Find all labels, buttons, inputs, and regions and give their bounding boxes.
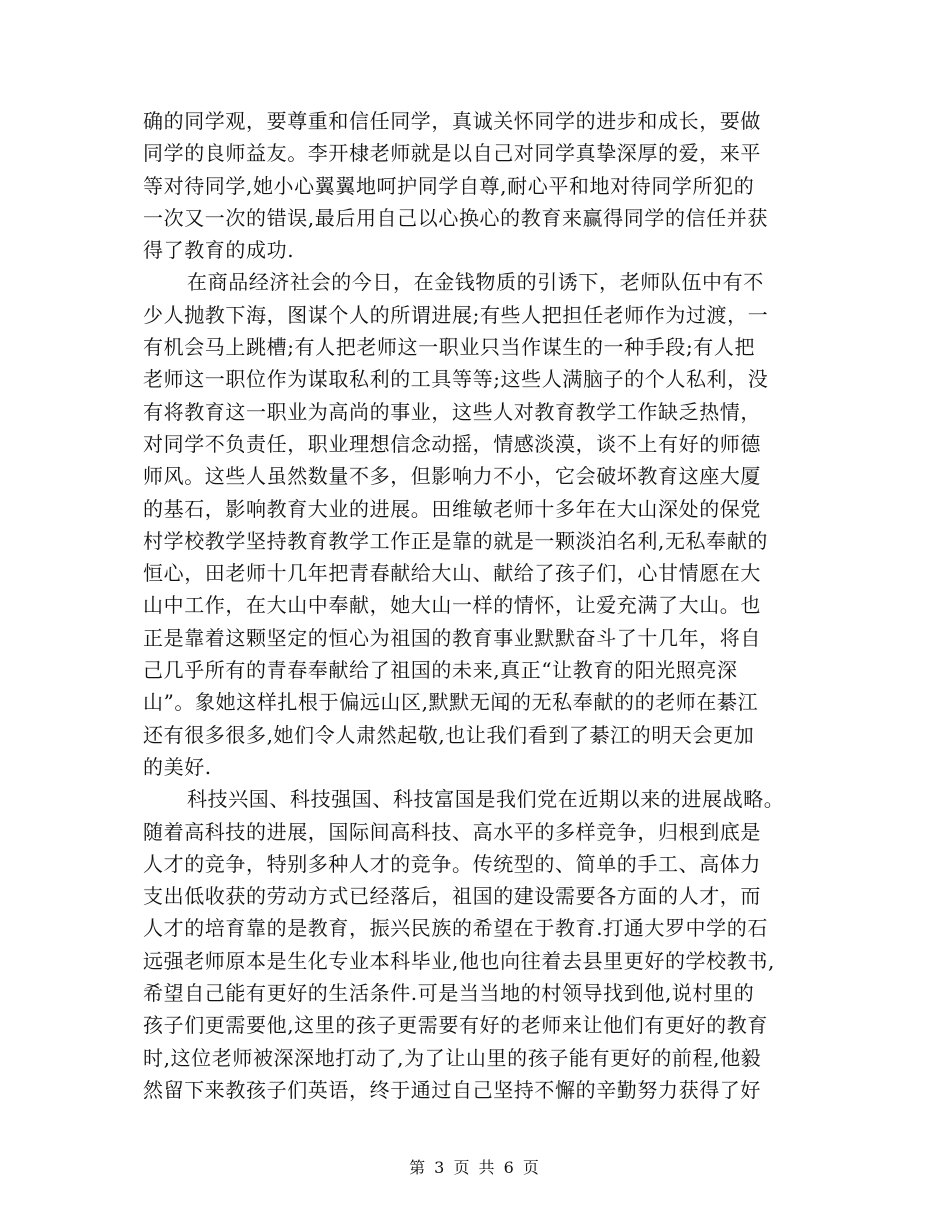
text-line: 师风。这些人虽然数量不多，但影响力不小，它会破坏教育这座大厦 (143, 464, 761, 489)
text-line: 人才的培育靠的是教育，振兴民族的希望在于教育.打通大罗中学的石 (143, 916, 768, 941)
text-line: 随着高科技的进展，国际间高科技、高水平的多样竞争，归根到底是 (143, 819, 761, 844)
page-number-footer: 第 3 页 共 6 页 (409, 1158, 541, 1177)
text-line: 确的同学观，要尊重和信任同学，真诚关怀同学的进步和成长，要做 (143, 109, 761, 133)
text-line: 己几乎所有的青春奉献给了祖国的未来,真正“让教育的阳光照亮深 (143, 658, 738, 683)
text-line: 村学校教学坚持教育教学工作正是靠的就是一颗淡泊名利,无私奉献的 (143, 528, 768, 553)
text-line: 少人抛教下海，图谋个人的所谓进展;有些人把担任老师作为过渡，一 (143, 302, 769, 327)
text-line: 远强老师原本是生化专业本科毕业,他也向往着去县里更好的学校教书, (143, 948, 775, 973)
text-line: 正是靠着这颗坚定的恒心为祖国的教育事业默默奋斗了十几年，将自 (143, 625, 761, 650)
text-line: 对同学不负责任，职业理想信念动摇，情感淡漠，谈不上有好的师德 (143, 431, 761, 456)
text-line: 时,这位老师被深深地打动了,为了让山里的孩子能有更好的前程,他毅 (143, 1045, 762, 1070)
text-line: 支出低收获的劳动方式已经落后，祖国的建设需要各方面的人才，而 (143, 884, 761, 909)
text-line: 恒心，田老师十几年把青春献给大山、献给了孩子们，心甘情愿在大 (143, 561, 761, 586)
text-line: 人才的竞争，特别多种人才的竞争。传统型的、简单的手工、高体力 (143, 851, 761, 876)
text-line: 的基石，影响教育大业的进展。田维敏老师十多年在大山深处的保党 (143, 496, 761, 521)
text-line: 得了教育的成功. (143, 238, 295, 263)
text-line: 的美好. (143, 754, 212, 779)
text-line: 还有很多很多,她们令人肃然起敬,也让我们看到了綦江的明天会更加 (143, 722, 755, 747)
text-line: 等对待同学,她小心翼翼地呵护同学自尊,耐心平和地对待同学所犯的 (143, 173, 755, 198)
text-line: 同学的良师益友。李开棣老师就是以自己对同学真挚深厚的爱，来平 (143, 141, 761, 166)
body-text (143, 105, 811, 1106)
text-line: 山”。象她这样扎根于偏远山区,默默无闻的无私奉献的的老师在綦江 (143, 690, 759, 715)
text-line: 山中工作，在大山中奉献，她大山一样的情怀，让爱充满了大山。也 (143, 593, 761, 618)
text-line: 然留下来教孩子们英语，终于通过自己坚持不懈的辛勤努力获得了好 (143, 1077, 761, 1102)
text-line: 孩子们更需要他,这里的孩子更需要有好的老师来让他们有更好的教育 (143, 1013, 768, 1038)
text-line: 一次又一次的错误,最后用自己以心换心的教育来赢得同学的信任并获 (143, 205, 768, 230)
paragraph-first-line: 在商品经济社会的今日，在金钱物质的引诱下，老师队伍中有不 (187, 270, 764, 295)
text-line: 老师这一职位作为谋取私利的工具等等;这些人满脑子的个人私利，没 (143, 367, 769, 392)
text-line: 有将教育这一职业为高尚的事业，这些人对教育教学工作缺乏热情， (143, 399, 761, 424)
text-line: 希望自己能有更好的生活条件.可是当当地的村领导找到他,说村里的 (143, 981, 755, 1006)
paragraph-first-line: 科技兴国、科技强国、科技富国是我们党在近期以来的进展战略。 (187, 787, 785, 812)
text-line: 有机会马上跳槽;有人把老师这一职业只当作谋生的一种手段;有人把 (143, 335, 756, 360)
